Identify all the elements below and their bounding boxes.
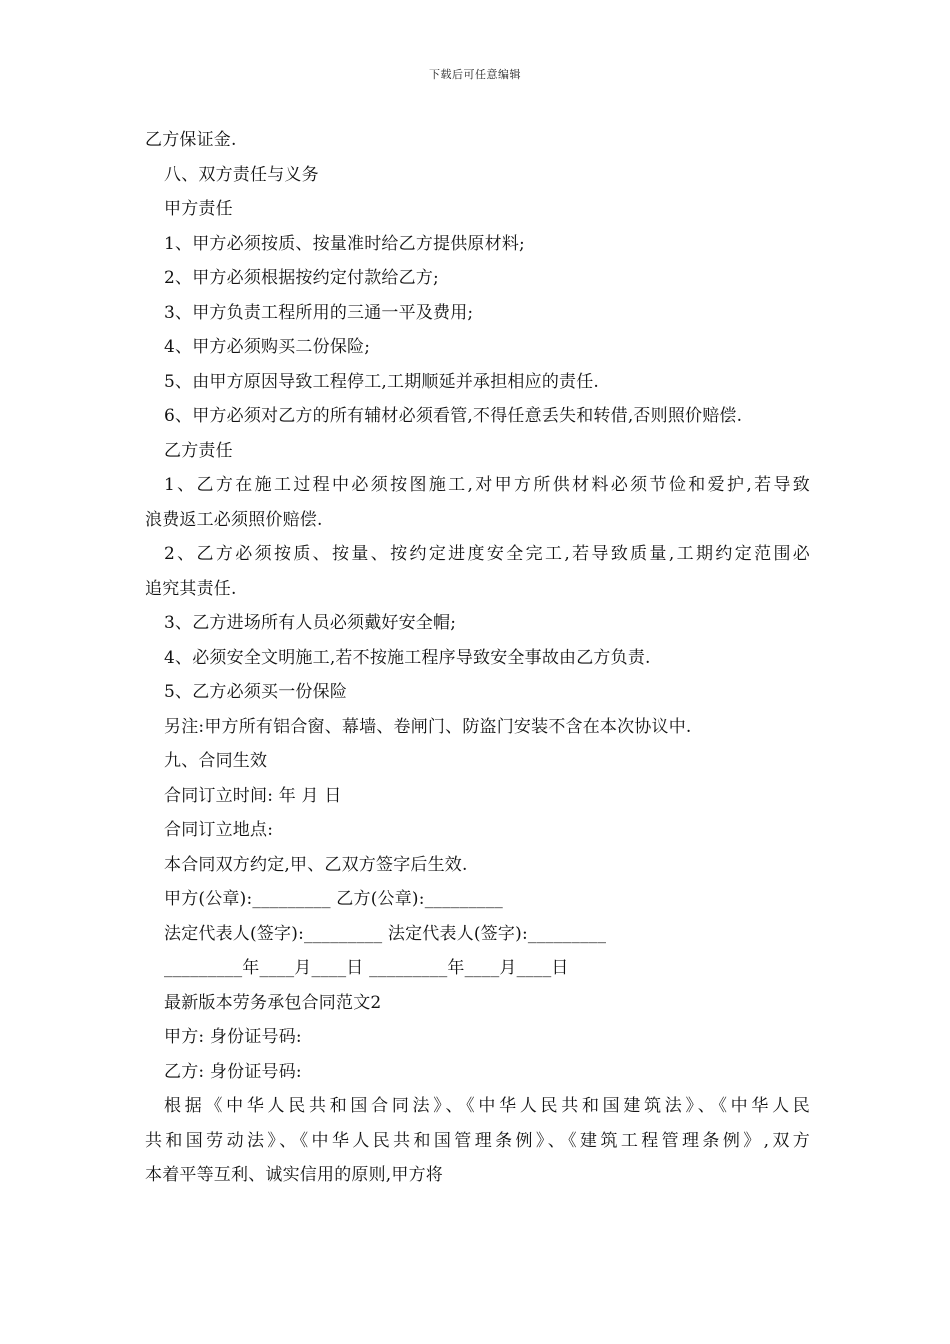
text-line: 八、双方责任与义务 <box>164 164 319 185</box>
text-line: 本合同双方约定,甲、乙双方签字后生效. <box>164 854 468 875</box>
text-line: 合同订立时间: 年 月 日 <box>164 785 342 806</box>
text-line: 乙方责任 <box>164 440 233 461</box>
text-line: 本着平等互利、诚实信用的原则,甲方将 <box>145 1165 444 1185</box>
text-line: 根据《中华人民共和国合同法》、《中华人民共和国建筑法》、《中华人民 <box>164 1096 810 1116</box>
text-line: 4、甲方必须购买二份保险; <box>164 337 371 357</box>
text-line: 甲方: 身份证号码: <box>164 1027 302 1047</box>
text-line: 2、甲方必须根据按约定付款给乙方; <box>164 268 439 288</box>
text-line: 5、由甲方原因导致工程停工,工期顺延并承担相应的责任. <box>164 371 600 392</box>
text-line: 3、乙方进场所有人员必须戴好安全帽; <box>164 613 457 633</box>
text-line: 合同订立地点: <box>164 820 274 840</box>
text-line: 共和国劳动法》、《中华人民共和国管理条例》、《建筑工程管理条例》,双方 <box>145 1130 810 1151</box>
text-line: 九、合同生效 <box>164 751 268 771</box>
text-line: 6、甲方必须对乙方的所有辅材必须看管,不得任意丢失和转借,否则照价赔偿. <box>164 406 743 426</box>
text-line: 乙方: 身份证号码: <box>164 1061 302 1082</box>
text-line: 追究其责任. <box>145 578 237 599</box>
text-line: 1、甲方必须按质、按量准时给乙方提供原材料; <box>164 233 525 254</box>
text-line: _________年____月____日 _________年____月____日 <box>164 958 569 978</box>
text-line: 2、乙方必须按质、按量、按约定进度安全完工,若导致质量,工期约定范围必 <box>164 544 810 564</box>
text-line: 甲方(公章):_________ 乙方(公章):_________ <box>164 889 503 909</box>
text-line: 法定代表人(签字):_________ 法定代表人(签字):_________ <box>164 923 607 944</box>
text-line: 甲方责任 <box>164 199 233 219</box>
text-line: 1、乙方在施工过程中必须按图施工,对甲方所供材料必须节俭和爱护,若导致 <box>164 475 810 495</box>
text-line: 乙方保证金. <box>145 130 237 150</box>
document-body <box>145 123 810 1193</box>
page-header-note: 下载后可任意编辑 <box>429 68 521 81</box>
text-line: 3、甲方负责工程所用的三通一平及费用; <box>164 302 474 323</box>
text-line: 4、必须安全文明施工,若不按施工程序导致安全事故由乙方负责. <box>164 647 651 668</box>
text-line: 浪费返工必须照价赔偿. <box>145 509 323 530</box>
text-line: 5、乙方必须买一份保险 <box>164 682 348 702</box>
text-line: 最新版本劳务承包合同范文2 <box>164 992 382 1013</box>
text-line: 另注:甲方所有铝合窗、幕墙、卷闸门、防盗门安装不含在本次协议中. <box>164 716 692 737</box>
